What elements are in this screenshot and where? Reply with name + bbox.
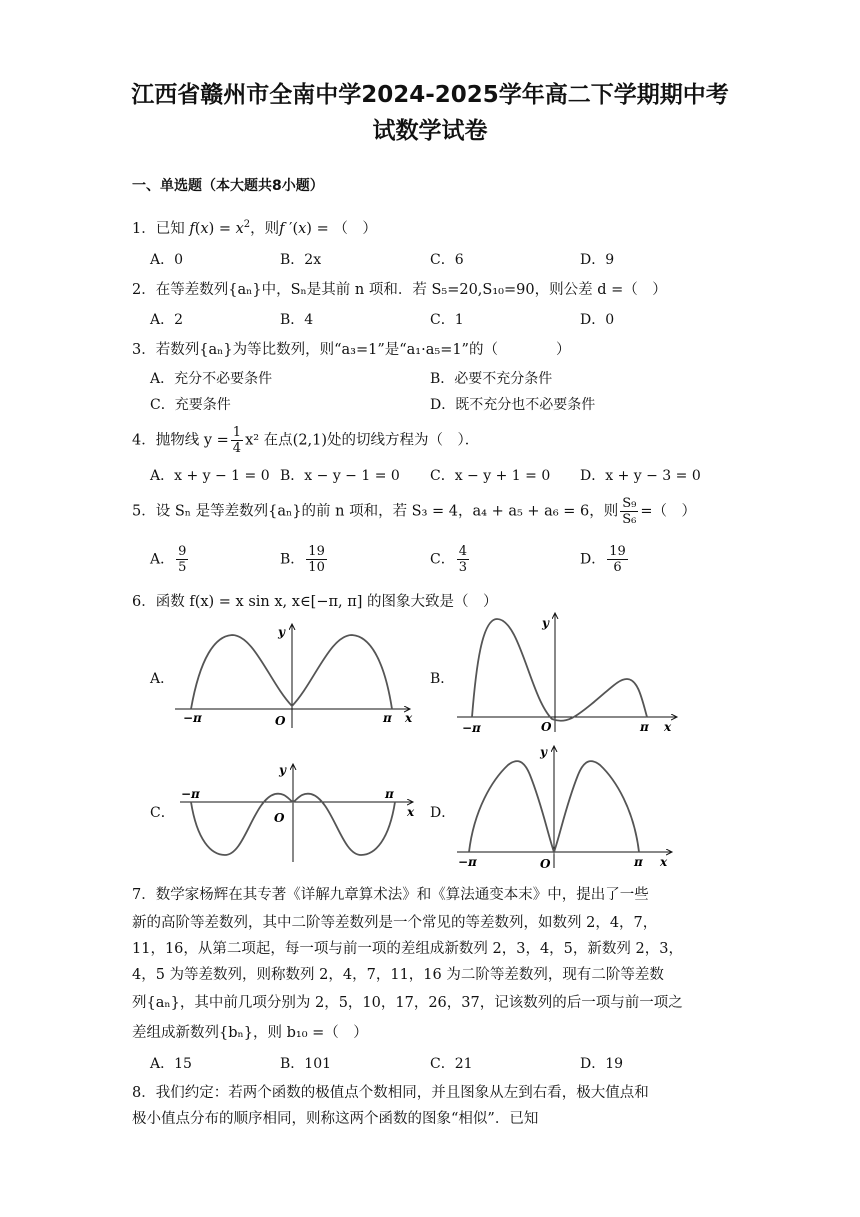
q5-option-b: B． $\frac{19}{10}$ — [280, 544, 325, 575]
q6-label-d: D． — [430, 805, 456, 821]
pi-label: π — [385, 787, 394, 801]
q3-option-c: C．充要条件 — [150, 397, 231, 413]
q2-option-b: B．4 — [280, 312, 314, 328]
y-label: y — [279, 763, 286, 777]
x-label: x — [407, 805, 415, 819]
q7-option-d: D．19 — [580, 1056, 624, 1072]
neg-pi-label: −π — [181, 787, 200, 801]
pi-label: π — [634, 855, 643, 869]
title-line-1: 江西省赣州市全南中学2024-2025学年高二下学期期中考 — [131, 82, 729, 108]
q7-line-2: 新的高阶等差数列，其中二阶等差数列是一个常见的等差数列，如数列 2，4，7， — [132, 915, 658, 931]
q7-line-4: 4，5 为等差数列，则称数列 2，4，7，11，16 为二阶等差数列，现有二阶等差数 — [132, 967, 664, 983]
q2-option-d: D．0 — [580, 312, 615, 328]
origin-label: O — [541, 720, 552, 734]
q2-option-c: C．1 — [430, 312, 464, 328]
pi-label: π — [383, 711, 392, 725]
curve-b — [472, 619, 647, 721]
origin-label: O — [540, 857, 551, 871]
q2-option-a: A．2 — [150, 312, 184, 328]
q7-option-b: B．101 — [280, 1056, 332, 1072]
q6-stem: 6．函数 f(x) = x sin x, x∈[−π, π] 的图象大致是（ ） — [132, 594, 498, 610]
title-line-2: 试数学试卷 — [372, 118, 488, 144]
x-label: x — [660, 855, 668, 869]
q3-option-a: A．充分不必要条件 — [150, 371, 273, 387]
q6-graph-b — [452, 607, 687, 735]
q1-option-d: D．9 — [580, 252, 615, 268]
q6-graph-c — [175, 760, 425, 865]
q3-stem: 3．若数列{aₙ}为等比数列，则“a₃=1”是“a₁·a₅=1”的（ ） — [132, 342, 571, 358]
q6-label-b: B． — [430, 671, 455, 687]
q6-graph-d — [452, 740, 682, 872]
q6-label-a: A． — [150, 671, 175, 687]
q5-stem: 5．设 Sₙ 是等差数列{aₙ}的前 n 项和，若 S₃ = 4，a₄ + a₅ + a₆ = 6，则 $\frac{\text{S₉}}{\text{S₆}}$ =（ ） — [132, 496, 697, 527]
y-label: y — [542, 616, 549, 630]
q5-option-d: D． $\frac{19}{6}$ — [580, 544, 626, 575]
x-label: x — [664, 720, 672, 734]
q8-line-1: 8．我们约定：若两个函数的极值点个数相同，并且图象从左到右看，极大值点和 — [132, 1085, 649, 1101]
q5-option-c: C． $\frac{4}{3}$ — [430, 544, 467, 575]
pi-label: π — [640, 720, 649, 734]
q6-label-c: C． — [150, 805, 175, 821]
q2-stem: 2．在等差数列{aₙ}中，Sₙ是其前 n 项和．若 S₅=20,S₁₀=90，则公差 d =（ ） — [132, 282, 667, 298]
origin-label: O — [275, 714, 286, 728]
y-label: y — [540, 745, 547, 759]
q3-option-d: D．既不充分也不必要条件 — [430, 397, 596, 413]
y-label: y — [278, 625, 285, 639]
origin-label: O — [274, 811, 285, 825]
q4-option-c: C．x − y + 1 = 0 — [430, 468, 551, 484]
q4-stem: 4．抛物线 y = $\frac{1}{4}$ x² 在点(2,1)处的切线方程为（ ）． — [132, 425, 480, 456]
section-heading: 一、单选题（本大题共8小题） — [132, 178, 324, 194]
q1-option-c: C．6 — [430, 252, 464, 268]
q7-line-1: 7．数学家杨辉在其专著《详解九章算术法》和《算法通变本末》中，提出了一些 — [132, 887, 649, 903]
q3-option-b: B．必要不充分条件 — [430, 371, 553, 387]
q4-option-d: D．x + y − 3 = 0 — [580, 468, 701, 484]
q4-option-a: A．x + y − 1 = 0 — [150, 468, 270, 484]
q7-option-a: A．15 — [150, 1056, 192, 1072]
q7-line-3: 11，16，从第二项起，每一项与前一项的差组成新数列 2，3，4，5，新数列 2，3， — [132, 941, 683, 957]
q1-option-b: B．2x — [280, 252, 322, 268]
q8-line-2: 极小值点分布的顺序相同，则称这两个函数的图象“相似”．已知 — [132, 1111, 539, 1127]
neg-pi-label: −π — [183, 711, 202, 725]
q4-option-b: B．x − y − 1 = 0 — [280, 468, 400, 484]
neg-pi-label: −π — [458, 855, 477, 869]
x-label: x — [405, 711, 413, 725]
q7-line-6: 差组成新数列{bₙ}，则 b₁₀ =（ ） — [132, 1025, 368, 1041]
neg-pi-label: −π — [462, 721, 481, 735]
q5-option-a: A． $\frac{9}{5}$ — [150, 544, 187, 575]
q6-graph-a — [170, 618, 425, 730]
q7-option-c: C．21 — [430, 1056, 473, 1072]
q7-line-5: 列{aₙ}，其中前几项分别为 2，5，10，17，26，37，记该数列的后一项与前一项之 — [132, 995, 683, 1011]
q1-stem: 1．已知 $f(x) = x^2$，则f ′(x) = （ ） — [132, 219, 377, 237]
q1-option-a: A．0 — [150, 252, 184, 268]
